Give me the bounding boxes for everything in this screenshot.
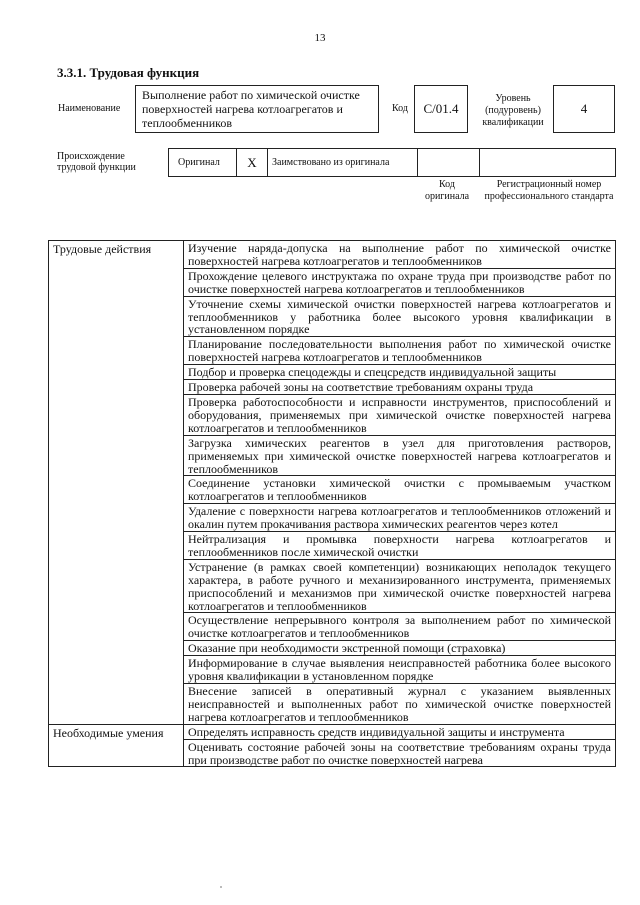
list-item: Загрузка химических реагентов в узел для приготовления растворов, применяемых при химической очистке поверхностей нагрева котлоагрегатов и теплообменников xyxy=(184,436,615,477)
function-name-value: Выполнение работ по химической очистке поверхностей нагрева котлоагрегатов и теплообменников xyxy=(135,85,379,133)
list-item: Осуществление непрерывного контроля за выполнением работ по химической очистке котлоагрегатов и теплообменников xyxy=(184,613,615,641)
list-item: Планирование последовательности выполнения работ по химической очистке поверхностей нагрева котлоагрегатов и теплообменников xyxy=(184,337,615,365)
original-mark: Х xyxy=(236,149,267,176)
list-item: Проверка работоспособности и исправности инструментов, приспособлений и оборудования, применяемых при химической очистке поверхностей нагрева котлоагрегатов и теплообменников xyxy=(184,395,615,436)
original-label: Оригинал xyxy=(168,149,236,176)
list-item: Нейтрализация и промывка поверхности нагрева котлоагрегатов и теплообменников после химической очистки xyxy=(184,532,615,560)
origin-label: Происхождение трудовой функции xyxy=(57,151,136,173)
code-value: С/01.4 xyxy=(414,85,468,133)
list-item: Проверка рабочей зоны на соответствие требованиям охраны труда xyxy=(184,380,615,395)
origin-row xyxy=(168,148,616,177)
labor-function-table xyxy=(48,240,616,767)
table-row xyxy=(49,724,616,767)
level-value: 4 xyxy=(553,85,615,133)
level-label: Уровень (подуровень) квалификации xyxy=(482,93,544,128)
list-item: Соединение установки химической очистки с промываемым участком котлоагрегатов и теплообменников xyxy=(184,476,615,504)
table-row xyxy=(49,241,616,725)
skills-label: Необходимые умения xyxy=(49,724,184,767)
labor-actions-cell xyxy=(184,241,616,725)
reg-number-caption: Регистрационный номер профессионального стандарта xyxy=(484,179,614,202)
list-item: Определять исправность средств индивидуальной защиты и инструмента xyxy=(184,725,615,740)
page-number: 13 xyxy=(314,32,326,44)
list-item: Подбор и проверка спецодежды и спецсредств индивидуальной защиты xyxy=(184,365,615,380)
code-original-cell xyxy=(417,149,479,176)
list-item: Прохождение целевого инструктажа по охране труда при производстве работ по очистке поверхностей нагрева котлоагрегатов и теплообменников xyxy=(184,269,615,297)
list-item: Удаление с поверхности нагрева котлоагрегатов и теплообменников отложений и окалин путем прокачивания раствора химических реагентов через котел xyxy=(184,504,615,532)
list-item: Изучение наряда-допуска на выполнение работ по химической очистке поверхностей нагрева котлоагрегатов и теплообменников xyxy=(184,241,615,269)
code-original-caption: Код оригинала xyxy=(424,179,470,202)
reg-number-cell xyxy=(479,149,615,176)
skills-cell xyxy=(184,724,616,767)
borrowed-label: Заимствовано из оригинала xyxy=(267,149,417,176)
list-item: Оценивать состояние рабочей зоны на соответствие требованиям охраны труда при производстве работ по очистке поверхностей нагрева xyxy=(188,739,611,767)
list-item: Внесение записей в оперативный журнал с указанием выявленных неисправностей и выполненных работ по химической очистке поверхностей нагрева котлоагрегатов и теплообменников xyxy=(188,684,611,724)
scan-speck xyxy=(220,886,222,888)
name-label: Наименование xyxy=(58,103,121,114)
list-item: Информирование в случае выявления неисправностей работника более высокого уровня квалификации в установленном порядке xyxy=(184,656,615,684)
section-title: 3.3.1. Трудовая функция xyxy=(57,65,200,80)
list-item: Уточнение схемы химической очистки поверхностей нагрева котлоагрегатов и теплообменников у работника более высокого уровня квалификации в установленном порядке xyxy=(184,297,615,338)
list-item: Оказание при необходимости экстренной помощи (страховка) xyxy=(184,641,615,656)
list-item: Устранение (в рамках своей компетенции) возникающих неполадок текущего характера, в работе ручного и механизированного инструмента, применяемых приспособлений и механизмов при химической очистке поверхностей нагрева котлоагрегатов и теплообменников xyxy=(184,560,615,614)
labor-actions-label: Трудовые действия xyxy=(49,241,184,725)
code-label: Код xyxy=(392,103,408,114)
